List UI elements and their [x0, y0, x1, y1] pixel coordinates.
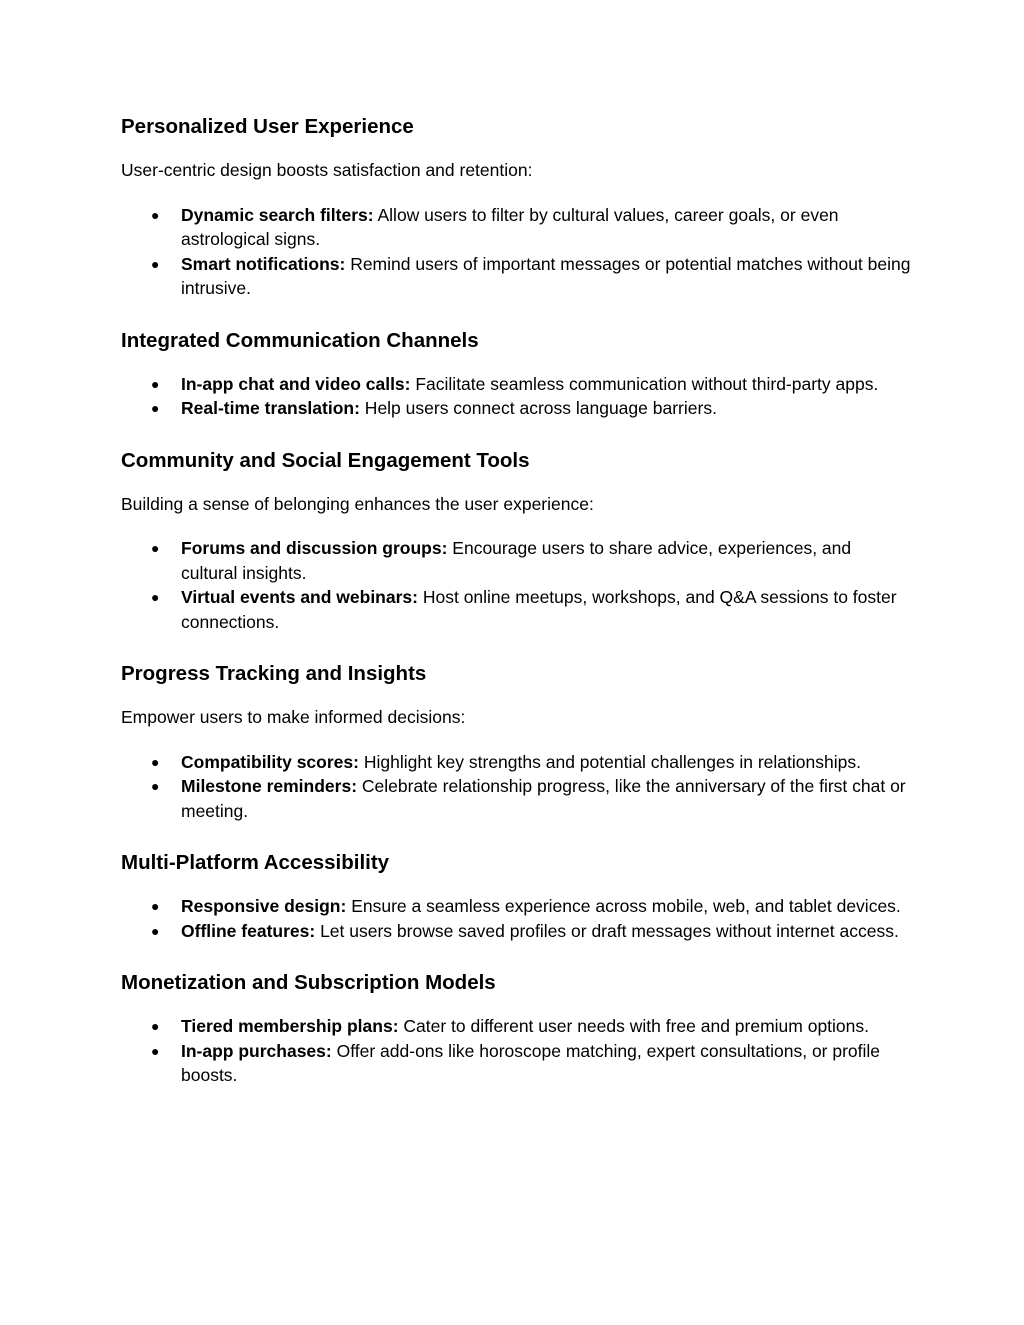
item-text: Highlight key strengths and potential challenges in relationships.: [358, 751, 861, 772]
item-text: Allow users to filter by cultural values, career goals, or even astrological signs.: [181, 204, 839, 249]
item-text: Help users connect across language barriers.: [359, 398, 717, 418]
section-heading: Community and Social Engagement Tools: [121, 448, 530, 472]
item-term: Forums and discussion groups:: [181, 538, 448, 558]
bullet-list: [121, 1014, 911, 1088]
list-item: [121, 1014, 911, 1039]
list-item: [121, 750, 911, 775]
section-monetization-subscription-models: [121, 968, 911, 1088]
bullet-icon: ●: [151, 753, 160, 770]
bullet-list: [121, 203, 911, 301]
item-term: Dynamic search filters:: [181, 204, 374, 225]
item-term: Compatibility scores:: [181, 751, 359, 772]
list-item: [121, 536, 911, 585]
section-intro: User-centric design boosts satisfaction and retention:: [121, 160, 533, 180]
bullet-icon: ●: [151, 898, 160, 914]
document-content: [121, 112, 911, 1113]
item-text: Host online meetups, workshops, and Q&A sessions to foster connections.: [181, 587, 897, 632]
list-item: [121, 1039, 911, 1088]
section-heading: Monetization and Subscription Models: [121, 971, 496, 994]
list-item: [121, 203, 911, 252]
section-intro: Building a sense of belonging enhances the user experience:: [121, 493, 594, 514]
bullet-icon: ●: [151, 922, 160, 939]
bullet-icon: ●: [151, 589, 160, 605]
bullet-icon: ●: [151, 1018, 160, 1034]
bullet-list: [121, 894, 911, 943]
bullet-icon: ●: [151, 375, 160, 392]
bullet-icon: ●: [151, 255, 160, 272]
section-heading: Integrated Communication Channels: [121, 328, 479, 352]
item-text: Cater to different user needs with free and premium options.: [398, 1016, 870, 1036]
section-community-social-engagement: [121, 446, 911, 635]
item-term: Milestone reminders:: [181, 776, 358, 796]
list-item: [121, 396, 911, 421]
section-progress-tracking-insights: [121, 659, 911, 823]
item-text: Ensure a seamless experience across mobile, web, and tablet devices.: [346, 896, 901, 916]
bullet-list: [121, 536, 911, 634]
bullet-icon: ●: [151, 400, 160, 416]
item-text: Let users browse saved profiles or draft messages without internet access.: [315, 920, 899, 941]
item-term: Tiered membership plans:: [181, 1016, 399, 1036]
bullet-icon: ●: [151, 206, 160, 223]
list-item: [121, 252, 911, 301]
section-heading: Multi-Platform Accessibility: [121, 851, 390, 874]
section-integrated-communication-channels: [121, 326, 911, 421]
section-intro: Empower users to make informed decisions:: [121, 707, 466, 727]
bullet-icon: ●: [151, 540, 160, 556]
list-item: [121, 919, 911, 944]
item-text: Encourage users to share advice, experiences, and cultural insights.: [181, 538, 852, 583]
item-text: Facilitate seamless communication without third-party apps.: [410, 373, 879, 394]
section-heading: Progress Tracking and Insights: [121, 662, 427, 685]
item-term: Real-time translation:: [181, 398, 360, 418]
item-term: Smart notifications:: [181, 253, 346, 274]
bullet-icon: ●: [151, 778, 160, 794]
item-text: Remind users of important messages or potential matches without being intrusive.: [181, 253, 911, 298]
item-term: In-app purchases:: [181, 1040, 332, 1061]
item-term: Virtual events and webinars:: [181, 587, 418, 607]
section-multi-platform-accessibility: [121, 848, 911, 943]
item-text: Offer add-ons like horoscope matching, expert consultations, or profile boosts.: [181, 1040, 881, 1085]
list-item: [121, 585, 911, 634]
section-heading: Personalized User Experience: [121, 115, 414, 138]
item-term: In-app chat and video calls:: [181, 373, 411, 394]
list-item: [121, 894, 911, 919]
list-item: [121, 372, 911, 397]
item-text: Celebrate relationship progress, like the anniversary of the first chat or meeting.: [181, 776, 906, 821]
section-personalized-user-experience: [121, 112, 911, 301]
item-term: Responsive design:: [181, 896, 347, 916]
bullet-list: [121, 750, 911, 824]
item-term: Offline features:: [181, 920, 316, 941]
bullet-icon: ●: [151, 1042, 160, 1059]
bullet-list: [121, 372, 911, 421]
list-item: [121, 774, 911, 823]
